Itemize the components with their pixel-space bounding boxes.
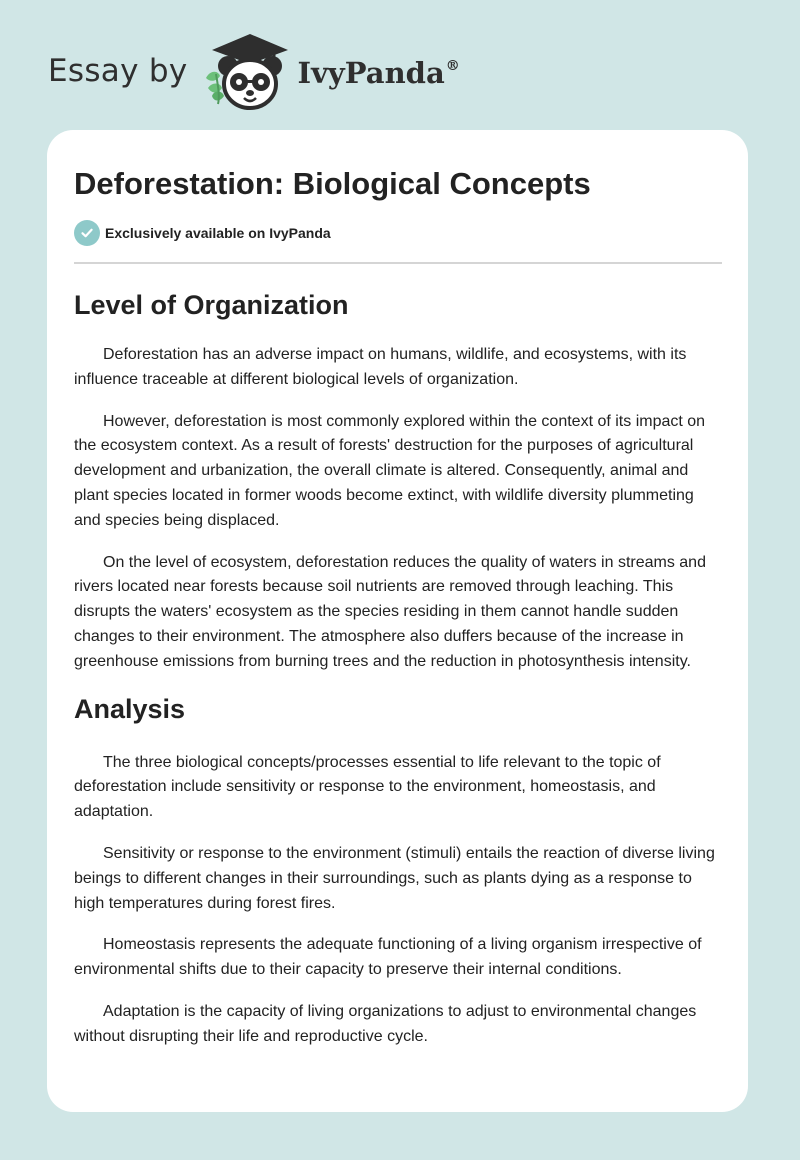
registered-mark: ® [445,58,460,74]
paragraph: Homeostasis represents the adequate functioning of a living organism irrespective of environmental shifts due to their capacity to preserve their internal conditions. [74,936,702,979]
paragraph: On the level of ecosystem, deforestation reduces the quality of waters in streams and rivers located near forests because soil nutrients are removed through leaching. This disrupts the waters' ecosystem as the species residing in them cannot handle sudden changes to their environment. The atmosphere also duffers because of the increase in greenhouse emissions from burning trees and the reduction in photosynthesis intensity. [74,553,706,670]
panda-logo-icon [202,30,294,114]
exclusive-badge-label: Exclusively available on IvyPanda [105,225,331,241]
paragraph: Deforestation has an adverse impact on humans, wildlife, and ecosystems, with its influence traceable at different biological levels of organization. [74,346,687,388]
title-divider [74,262,722,264]
section-heading: Analysis [74,693,186,724]
site-header [48,30,460,114]
page-title: Deforestation: Biological Concepts [74,166,591,201]
paragraph: The three biological concepts/processes essential to life relevant to the topic of deforestation include sensitivity or response to the environment, homeostasis, and adaptation. [74,753,661,821]
essay-by-label: Essay by [48,53,188,89]
section-analysis [74,692,722,1050]
exclusive-badge [74,220,722,246]
paragraph: Sensitivity or response to the environment (stimuli) entails the reaction of diverse living beings to different changes in their surroundings, such as plants dying as a response to high temperatures during forest fires. [74,844,715,912]
paragraph: Adaptation is the capacity of living organizations to adjust to environmental changes without disrupting their life and reproductive cycle. [74,1002,697,1045]
section-level-of-organization [74,288,722,675]
brand-name-text: IvyPanda [297,56,445,90]
section-heading: Level of Organization [74,290,349,320]
brand-name [298,56,460,90]
essay-card [47,130,748,1112]
paragraph: However, deforestation is most commonly explored within the context of its impact on the ecosystem context. As a result of forests' destruction for the purposes of agricultural development and urbanization, the overall climate is altered. Consequently, animal and plant species located in former woods become extinct, with wildlife diversity plummeting and species being displaced. [74,412,706,529]
check-icon [74,220,100,246]
